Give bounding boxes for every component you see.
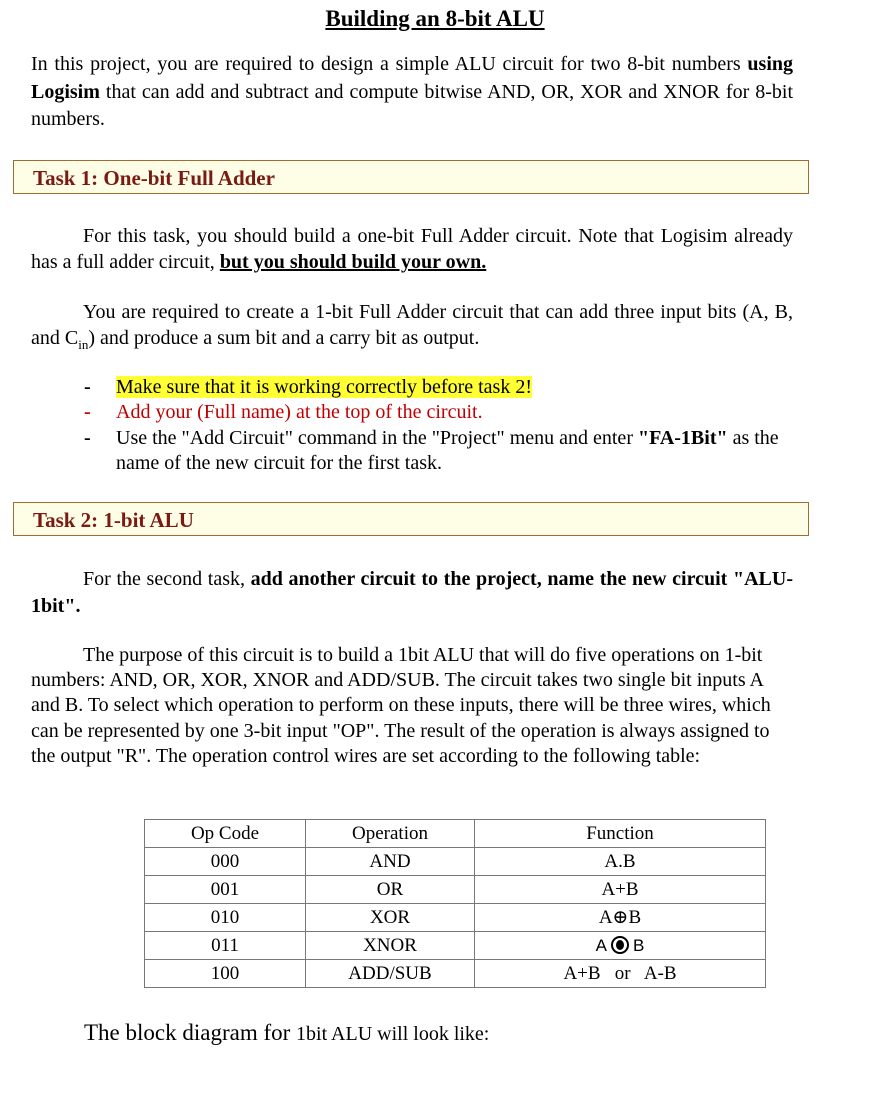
table-row (145, 876, 766, 904)
task1-para1-emphasis: but you should build your own. (219, 251, 487, 273)
bullet-3-bold: "FA-1Bit" (637, 427, 728, 449)
header-function: Function (475, 820, 766, 848)
table-row (145, 904, 766, 932)
intro-bold: using Logisim (31, 53, 793, 103)
operation-cell: AND (306, 848, 475, 876)
task1-para2-text-end: ) and produce a sum bit and a carry bit as output. (88, 327, 480, 349)
operation-cell: XOR (306, 904, 475, 932)
xnor-operand-b: B (633, 935, 645, 955)
op-code-cell: 010 (145, 904, 306, 932)
operation-cell: OR (306, 876, 475, 904)
bullet-dash: - (84, 376, 91, 398)
task2-heading-box (13, 502, 809, 536)
bullet-1-text: Make sure that it is working correctly before task 2! (116, 376, 532, 398)
table-row (145, 960, 766, 988)
op-code-cell: 001 (145, 876, 306, 904)
intro-text-end: that can add and subtract and compute bitwise AND, OR, XOR and XNOR for 8-bit numbers. (31, 80, 793, 130)
block-diagram-caption (84, 1020, 489, 1046)
task2-paragraph-1 (31, 566, 793, 620)
table-row (145, 848, 766, 876)
bullet-dash: - (84, 401, 91, 423)
bullet-2-text: Add your (Full name) at the top of the circuit. (116, 401, 483, 423)
table-header-row (145, 820, 766, 848)
opcode-table (144, 819, 766, 988)
function-cell: A+B (475, 876, 766, 904)
task1-paragraph-1 (31, 223, 793, 275)
task1-paragraph-2 (31, 299, 793, 358)
task2-para1-bold: add another circuit to the project, name the new circuit "ALU-1bit". (31, 568, 793, 617)
cin-subscript: in (78, 337, 89, 352)
task2-para1-text: For the second task, (83, 568, 251, 590)
function-cell: A⊕B (475, 904, 766, 932)
task2-para2-text: The purpose of this circuit is to build a 1bit ALU that will do five operations on 1-bit numbers: AND, OR, XOR, XNOR and ADD/SUB. The circuit takes two single bit inputs A and B. To select which operation to perform on these inputs, there will be three wires, which can be represented by one 3-bit input "OP". The result of the operation is always assigned to the output "R". The operation control wires are set according to the following table: (31, 644, 771, 767)
task2-paragraph-2 (31, 643, 793, 769)
table-row (145, 932, 766, 960)
bullet-dash: - (84, 427, 91, 449)
bullet-3-text-end: as the name of the new circuit for the first task. (116, 427, 779, 474)
intro-text: In this project, you are required to design a simple ALU circuit for two 8-bit numbers (31, 53, 748, 75)
op-code-cell: 000 (145, 848, 306, 876)
function-cell (475, 932, 766, 960)
xnor-operand-a: A (595, 935, 607, 955)
function-cell: A.B (475, 848, 766, 876)
header-operation: Operation (306, 820, 475, 848)
caption-text: The block diagram for (84, 1020, 297, 1045)
task1-para2-text: You are required to create a 1-bit Full Adder circuit that can add three input bits (A, B, and C (31, 301, 793, 349)
operation-cell: XNOR (306, 932, 475, 960)
task2-heading: Task 2: 1-bit ALU (33, 508, 194, 532)
intro-paragraph (31, 51, 793, 134)
task1-para1-text: For this task, you should build a one-bit Full Adder circuit. Note that Logisim already has a full adder circuit, (31, 225, 793, 273)
bullet-3-text: Use the "Add Circuit" command in the "Project" menu and enter (116, 427, 638, 449)
function-cell: A+B or A-B (475, 960, 766, 988)
caption-text-end: 1bit ALU will look like: (296, 1023, 490, 1045)
page-title: Building an 8-bit ALU (325, 6, 545, 31)
task1-heading: Task 1: One-bit Full Adder (33, 166, 275, 190)
op-code-cell: 100 (145, 960, 306, 988)
xnor-symbol-icon (611, 936, 629, 954)
task1-heading-box (13, 160, 809, 194)
header-op-code: Op Code (145, 820, 306, 848)
op-code-cell: 011 (145, 932, 306, 960)
operation-cell: ADD/SUB (306, 960, 475, 988)
